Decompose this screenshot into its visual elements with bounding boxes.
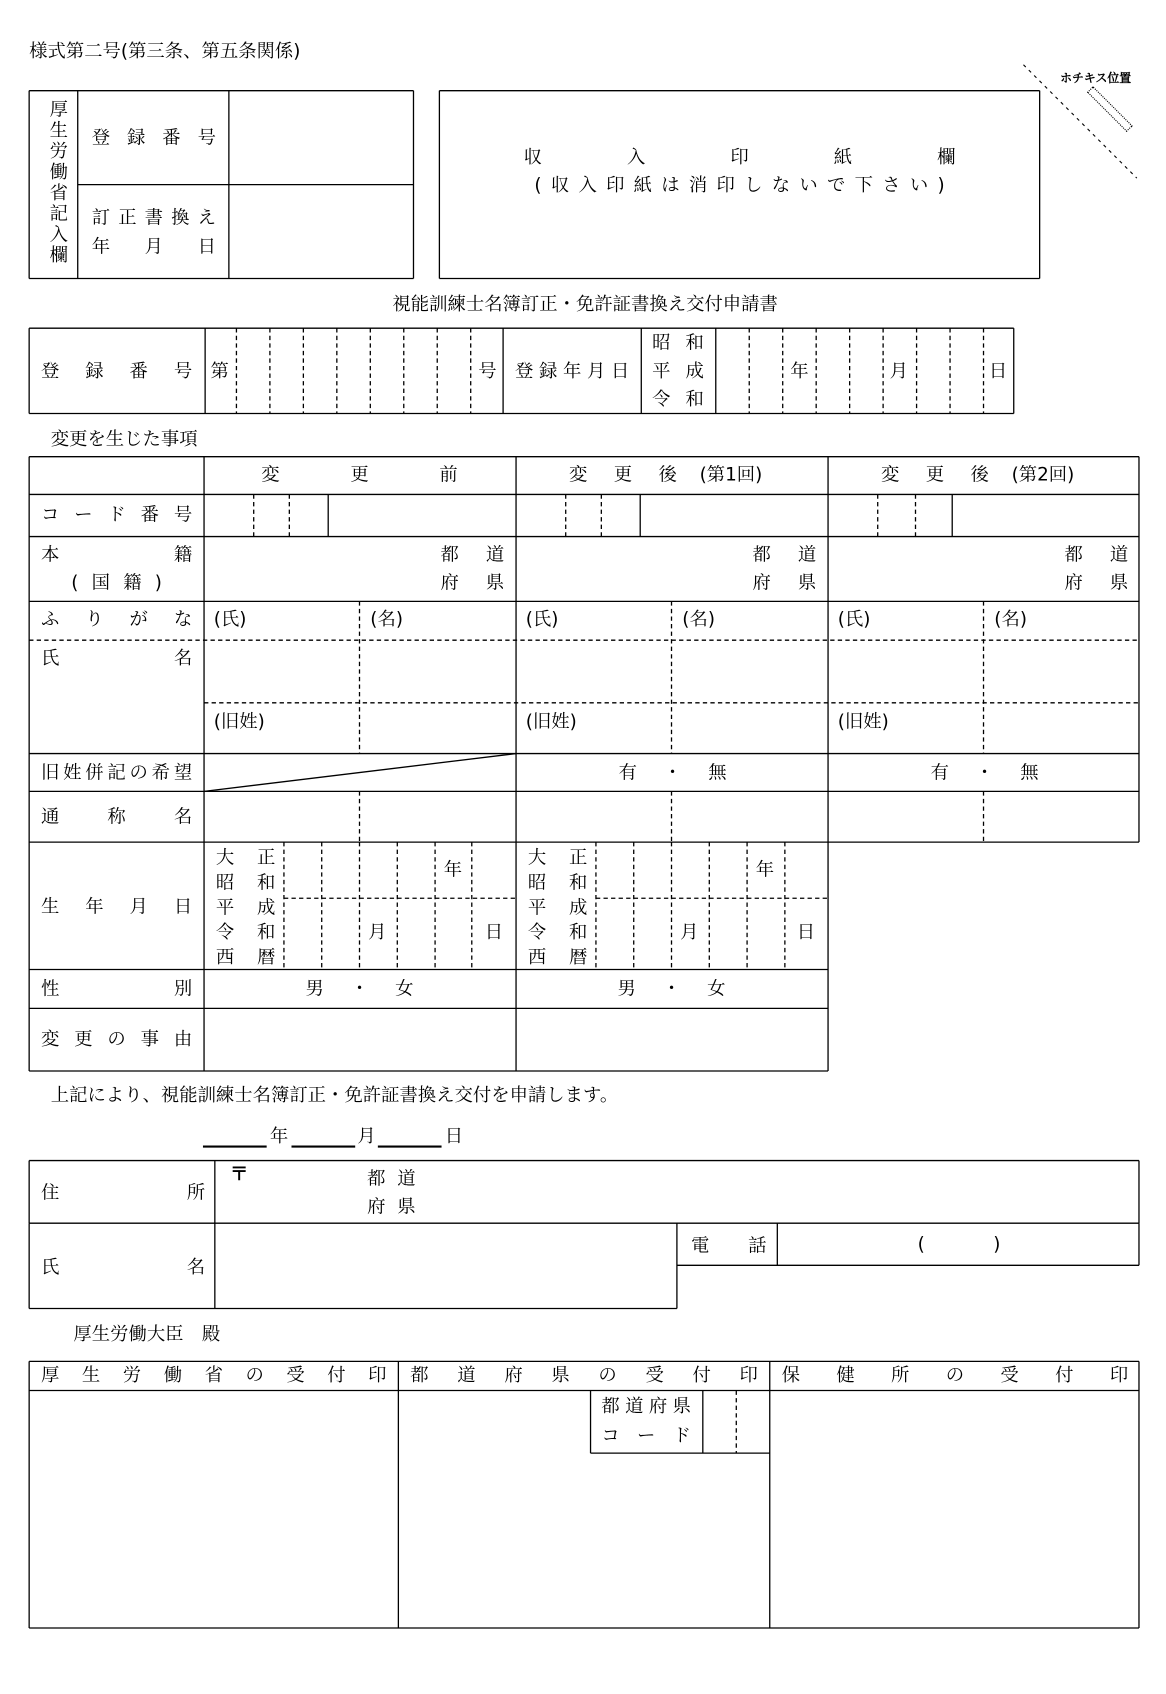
- birth-day-label-1: 日: [484, 921, 504, 944]
- prefecture-receipt-label: 都道府県の受付印: [410, 1364, 758, 1387]
- changes-section-label: 変更を生じた事項: [50, 428, 198, 451]
- page-title: 視能訓練士名簿訂正・免許証書換え交付申請書: [392, 293, 778, 316]
- pref-label-1a: 都道: [440, 544, 505, 566]
- name-label: 氏名: [41, 647, 193, 670]
- header-before: 変更前: [261, 464, 458, 486]
- given-label-2: (名): [682, 608, 715, 631]
- revenue-stamp-note: (収入印紙は消印しないで下さい): [534, 174, 945, 197]
- staple-position-label: ホチキス位置: [1060, 71, 1132, 86]
- pref-label-3a: 都道: [1064, 544, 1129, 566]
- reg-number-label: 登録番号: [41, 360, 193, 383]
- reg-month-label: 月: [889, 360, 908, 383]
- birth-era-option[interactable]: 西暦: [527, 946, 588, 969]
- birth-day-label-2: 日: [796, 921, 816, 944]
- form-number: 様式第二号(第三条、第五条関係): [29, 41, 301, 63]
- birth-era-option[interactable]: 西暦: [215, 946, 276, 969]
- maiden-label-2: (旧姓): [525, 711, 577, 734]
- header-after-2-num: (第2回): [1011, 464, 1075, 486]
- surname-label-2: (氏): [525, 608, 559, 631]
- maiden-wish-yes-no-3[interactable]: 有・無: [930, 762, 1039, 784]
- nationality-label: (国籍): [71, 572, 162, 594]
- pref-label-2b: 府県: [752, 572, 817, 594]
- date-day-label: 日: [444, 1126, 464, 1148]
- address-pref-2: 府県: [367, 1196, 416, 1218]
- applicant-name-label: 氏名: [41, 1256, 206, 1279]
- furigana-label: ふりがな: [41, 608, 193, 631]
- declaration: 上記により、視能訓練士名簿訂正・免許証書換え交付を申請します。: [50, 1084, 619, 1107]
- correction-date-label: 年月日: [91, 236, 216, 259]
- code-label: コード番号: [41, 504, 193, 526]
- address-label: 住所: [41, 1182, 206, 1204]
- reg-date-label: 登録年月日: [514, 360, 630, 383]
- birth-month-label-1: 月: [368, 921, 387, 944]
- sex-options-2[interactable]: 男・女: [617, 978, 726, 1000]
- reason-label: 変更の事由: [41, 1028, 193, 1051]
- birth-era-option[interactable]: 昭和: [527, 872, 588, 894]
- surname-label-1: (氏): [213, 608, 247, 631]
- given-label-3: (名): [994, 608, 1027, 631]
- revenue-stamp-label: 収入印紙欄: [523, 146, 956, 169]
- sex-options-1[interactable]: 男・女: [305, 978, 414, 1000]
- birthdate-label: 生年月日: [41, 896, 193, 918]
- maiden-label-3: (旧姓): [837, 711, 889, 734]
- reg-suffix: 号: [478, 360, 497, 383]
- header-after-2: 変更後: [880, 464, 989, 486]
- birth-month-label-2: 月: [680, 921, 699, 944]
- birth-era-option[interactable]: 大正: [215, 847, 276, 870]
- ministry-use-label: 厚生労働省記入欄: [45, 99, 67, 264]
- pref-code-label-2: コード: [601, 1425, 691, 1447]
- reg-era-heisei[interactable]: 平成: [652, 360, 704, 383]
- reg-era-reiwa[interactable]: 令和: [652, 388, 704, 411]
- pref-label-1b: 府県: [440, 572, 505, 594]
- birth-era-option[interactable]: 平成: [215, 897, 276, 919]
- given-label-1: (名): [370, 608, 403, 631]
- date-month-label: 月: [357, 1126, 376, 1148]
- health-center-receipt-label: 保健所の受付印: [781, 1364, 1129, 1387]
- correction-label: 訂正書換え: [91, 207, 216, 229]
- birth-era-option[interactable]: 令和: [215, 921, 276, 944]
- sex-label: 性別: [41, 978, 193, 1000]
- birth-era-option[interactable]: 大正: [527, 847, 588, 870]
- maiden-wish-yes-no-2[interactable]: 有・無: [618, 762, 727, 784]
- maiden-wish-label: 旧姓併記の希望: [41, 762, 193, 784]
- addressee: 厚生労働大臣 殿: [73, 1323, 221, 1346]
- reg-year-label: 年: [790, 360, 809, 383]
- birth-year-label-2: 年: [755, 859, 775, 881]
- domicile-label: 本籍: [41, 544, 193, 566]
- reg-era-showa[interactable]: 昭和: [652, 332, 704, 355]
- ministry-reg-number-label: 登録番号: [91, 127, 216, 149]
- phone-label: 電話: [690, 1235, 767, 1257]
- alias-label: 通称名: [41, 806, 193, 829]
- maiden-label-1: (旧姓): [213, 711, 265, 734]
- birth-era-option[interactable]: 昭和: [215, 872, 276, 894]
- phone-paren-close: ): [993, 1233, 1001, 1256]
- header-after-1: 変更後: [568, 464, 677, 486]
- pref-code-label-1: 都道府県: [601, 1395, 691, 1418]
- postal-mark-icon: 〒: [229, 1163, 249, 1186]
- reg-prefix: 第: [210, 360, 229, 383]
- header-after-1-num: (第1回): [699, 464, 763, 486]
- pref-label-2a: 都道: [752, 544, 817, 566]
- birth-era-option[interactable]: 令和: [527, 921, 588, 944]
- reg-day-label: 日: [988, 360, 1008, 383]
- birth-year-label-1: 年: [443, 859, 463, 881]
- pref-label-3b: 府県: [1064, 572, 1129, 594]
- date-year-label: 年: [269, 1126, 289, 1148]
- diagonal-strike: [204, 754, 516, 792]
- birth-era-option[interactable]: 平成: [527, 897, 588, 919]
- phone-paren-open: (: [917, 1233, 925, 1256]
- surname-label-3: (氏): [837, 608, 871, 631]
- address-pref-1: 都道: [367, 1168, 416, 1190]
- ministry-receipt-label: 厚生労働省の受付印: [41, 1364, 387, 1387]
